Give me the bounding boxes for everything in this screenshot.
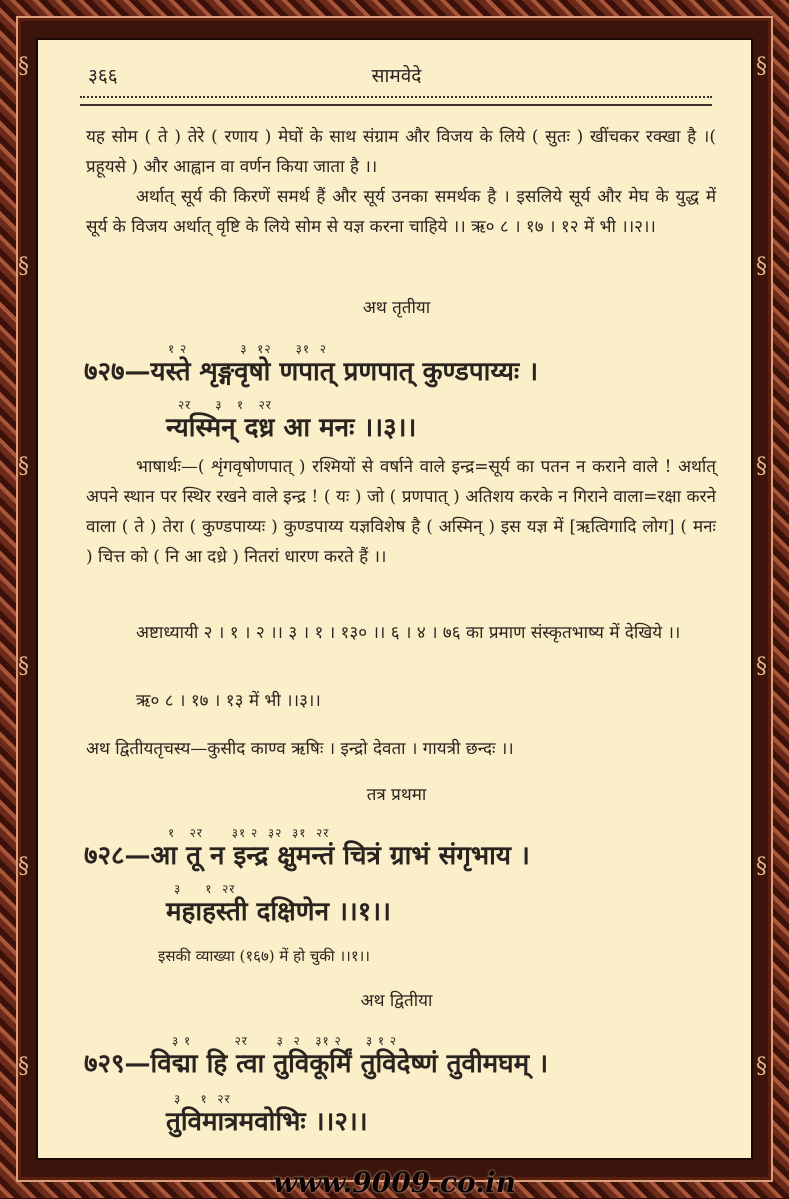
mantra-728-line2: महाहस्ती दक्षिणेन ।।१।। [166,897,392,927]
intro-paragraph-2: अर्थात् सूर्य की किरणें समर्थ हैं और सूर्य उनका समर्थक है । इसलिये सूर्य और मेघ के युद्ध में सूर्य के विजय अर्थात् वृष्टि के लिये सोम से यज्ञ करना चाहिये ।। ऋ० ८ । १७ । १२ में भी ।।२।। [86,187,716,237]
reference-paragraph: अष्टाध्यायी २ । १ । २ ।। ३ । १ । १३० ।। ६ । ४ । ७६ का प्रमाण संस्कृतभाष्य में देखिये ।। [136,623,681,643]
rig-reference: ऋ० ८ । १७ । १३ में भी ।।३।। [136,691,321,711]
frame-curl-icon: § [756,654,767,679]
frame-curl-icon: § [18,654,29,679]
trichasya-line: अथ द्वितीयतृचस्य—कुसीद काण्व ऋषिः । इन्द्रो देवता । गायत्री छन्दः ।। [86,739,514,759]
frame-curl-icon: § [756,54,767,79]
mantra-727-line2: न्यस्मिन् दध्र आ मनः ।।३।। [166,413,417,443]
section-heading-dvitiya: अथ द्वितीया [360,991,433,1011]
accent-marks: २र ३ १ २र [178,398,272,412]
website-watermark: www.9009.co.in [273,1166,516,1199]
mantra-728-line1: ७२८—आ तू न इन्द्र क्षुमन्तं चित्रं ग्राभं संगृभाय । [84,841,530,871]
bhashartha-paragraph: भाषार्थः—( शृंगवृषोणपात् ) रश्मियों से वर्षाने वाले इन्द्र=सूर्य का पतन न कराने वाले ! अर्थात् अपने स्थान पर स्थिर रखने वाले इन्द्र ! ( यः ) जो ( प्रणपात् ) अतिशय करके न गिराने वाला=रक्षा करने वाला ( ते ) तेरा ( कुण्डपाय्यः ) कुण्डपाय्य यज्ञविशेष है ( अस्मिन् ) इस यज्ञ में [ऋत्विगादि लोग] ( मनः ) चित्त को ( नि आ दध्रे ) नितरां धारण करते हैं ।। [86,457,716,567]
intro-paragraph-1: यह सोम ( ते ) तेरे ( रणाय ) मेघों के साथ संग्राम और विजय के लिये ( सुतः ) खींचकर रक्खा है ।( प्रहूयसे ) और आह्वान वा वर्णन किया जाता है ।। [86,127,716,177]
vyakhya-note: इसकी व्याख्या (१६७) में हो चुकी ।।१।। [158,947,370,965]
frame-curl-icon: § [756,454,767,479]
mantra-729-line1: ७२९—विद्मा हि त्वा तुविकूर्मिं तुविदेष्णं तुवीमघम् । [84,1049,549,1079]
section-heading-prathama: तत्र प्रथमा [366,785,427,805]
frame-curl-icon: § [756,254,767,279]
accent-marks: ३ १ २र [174,882,236,896]
frame-curl-icon: § [756,854,767,879]
accent-marks: १ २ ३ १२ ३१ २ [168,342,328,356]
accent-marks: ३ १ २र ३ २ ३१ २ ३ १ २ [172,1034,398,1048]
frame-curl-icon: § [18,1054,29,1079]
section-heading-tritiya: अथ तृतीया [362,298,431,318]
frame-curl-icon: § [18,254,29,279]
frame-curl-icon: § [18,854,29,879]
accent-marks: १ २र ३१ २ ३२ ३१ २र [168,826,330,840]
page-header [38,62,755,86]
frame-curl-icon: § [18,54,29,79]
scripture-page [36,38,753,1160]
mantra-729-line2: तुविमात्रमवोभिः ।।२।। [166,1107,368,1137]
mantra-727-line1: ७२७—यस्ते शृङ्गवृषो णपात् प्रणपात् कुण्डपाय्यः । [84,357,539,387]
frame-curl-icon: § [756,1054,767,1079]
frame-curl-icon: § [18,454,29,479]
page-number: ३६६ [88,65,118,87]
header-rule [80,96,712,106]
accent-marks: ३ १ २र [174,1092,231,1106]
book-title: सामवेदे [371,65,422,87]
